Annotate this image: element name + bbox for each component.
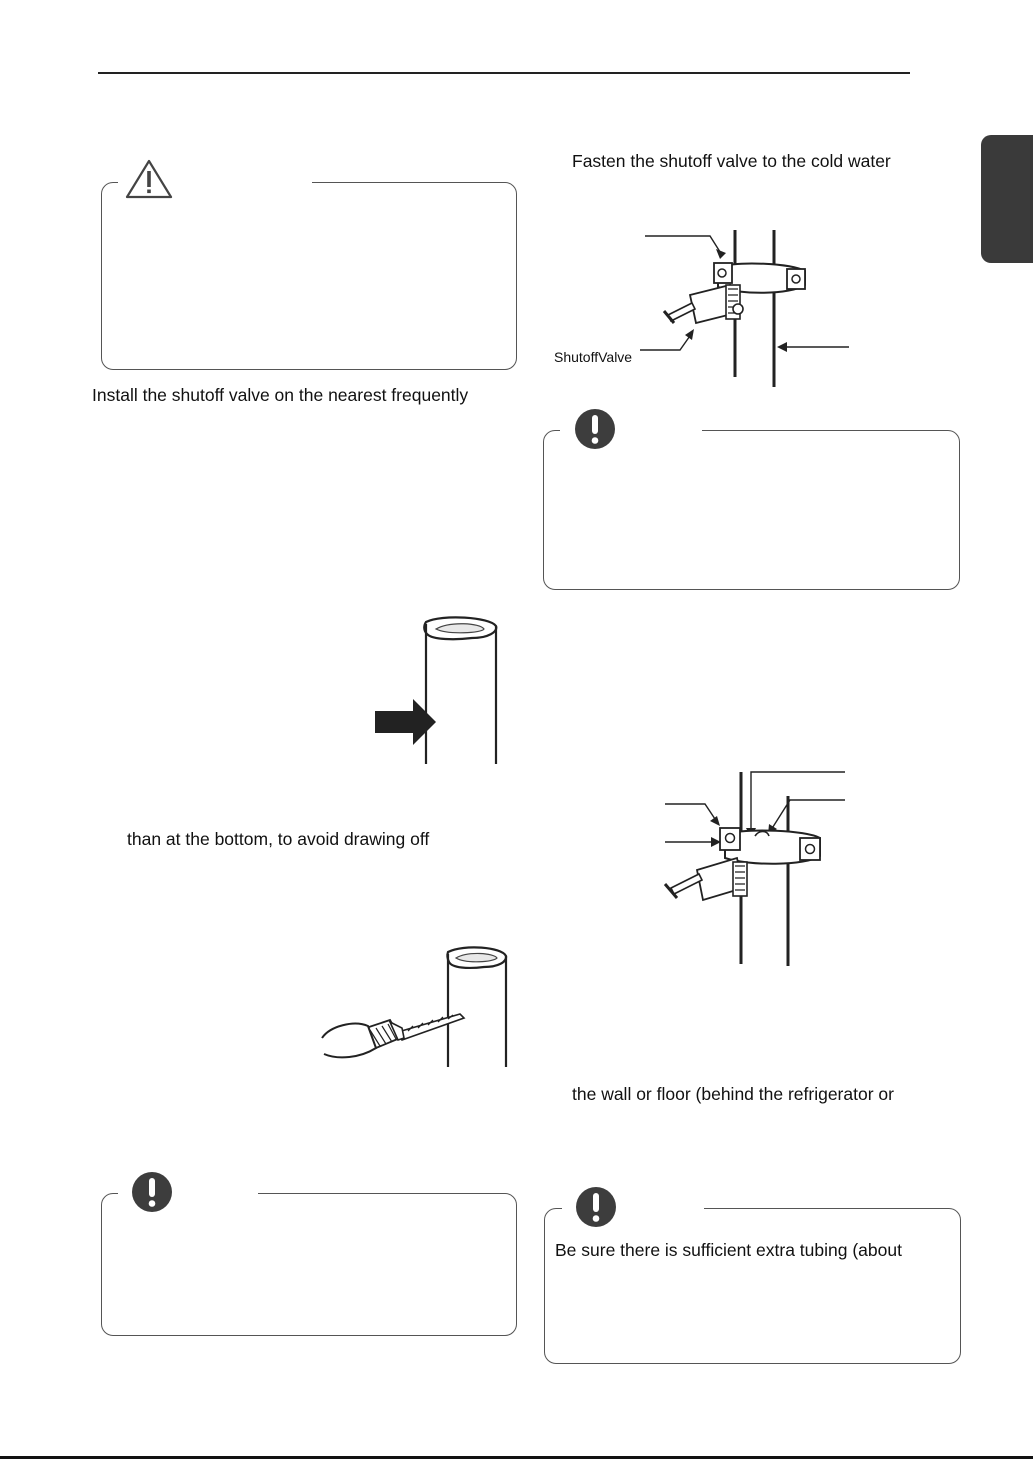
wall-instruction-text: the wall or floor (behind the refrigerator or [572, 1084, 894, 1104]
note-box-right-1 [543, 430, 960, 590]
valve-clamp-illustration [655, 766, 850, 971]
caution-box [101, 182, 517, 370]
note-box-left [101, 1193, 517, 1336]
drill-pipe-illustration [318, 942, 510, 1074]
pipe-instruction-text: than at the bottom, to avoid drawing off [127, 829, 430, 849]
header-rule [98, 72, 910, 74]
shutoff-valve-label: ShutoffValve [554, 349, 633, 365]
shutoff-valve-illustration [640, 225, 855, 390]
install-instruction-text: Install the shutoff valve on the nearest frequently [92, 385, 469, 405]
tubing-note-text: Be sure there is sufficient extra tubing (about [555, 1240, 902, 1260]
exclamation-circle-icon [574, 408, 616, 450]
fasten-instruction-text: Fasten the shutoff valve to the cold water [572, 151, 891, 171]
exclamation-circle-icon [575, 1186, 617, 1228]
note-box-right-2 [544, 1208, 961, 1364]
pipe-arrow-illustration [370, 612, 505, 770]
language-tab [981, 135, 1033, 263]
warning-triangle-icon [124, 158, 174, 200]
exclamation-circle-icon [131, 1171, 173, 1213]
